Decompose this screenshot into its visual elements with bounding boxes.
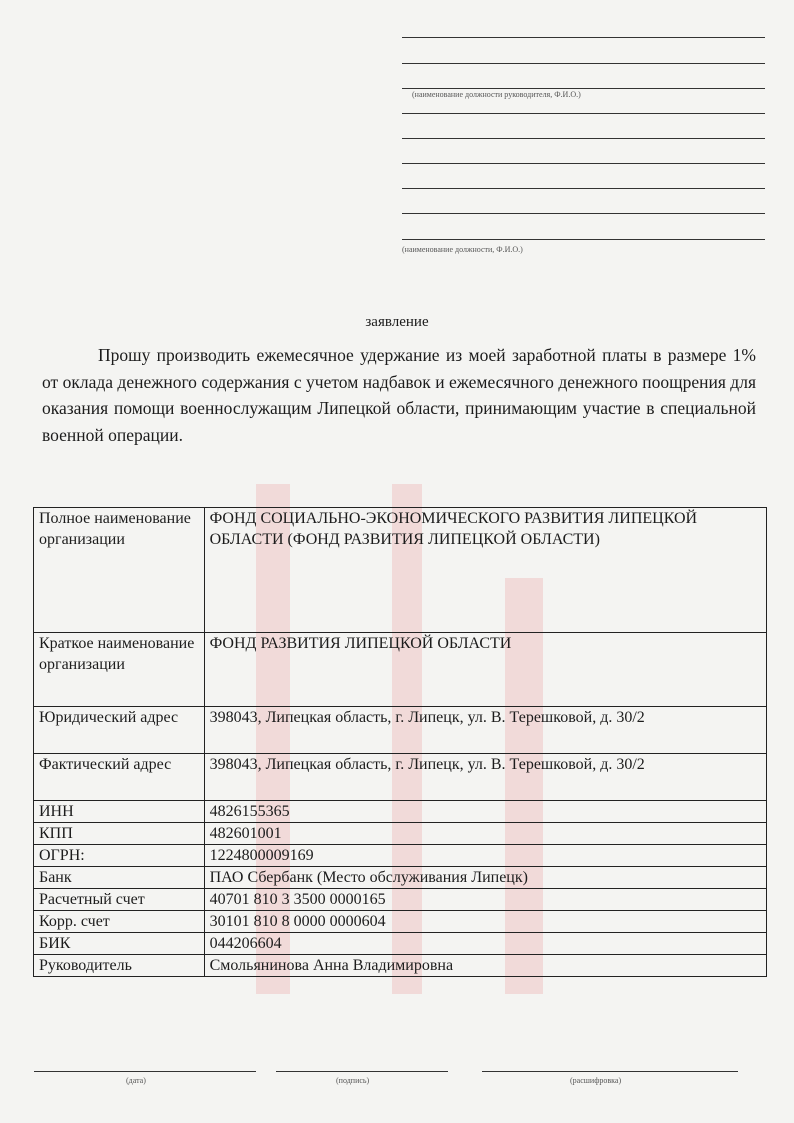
document-title: заявление [365, 314, 429, 330]
row-label: Краткое наименование организации [34, 633, 205, 707]
application-text: Прошу производить ежемесячное удержание из моей заработной платы в размере 1% от оклада денежного содержания с учетом надбавок и ежемесячного денежного поощрения для оказания помощи военнослужащим Липецкой области, принимающим участие в специальной военной операции. [42, 345, 756, 445]
signature-caption: (подпись) [336, 1076, 370, 1085]
header-line [402, 37, 765, 38]
table-row [34, 845, 767, 867]
row-value: 30101 810 8 0000 0000604 [204, 911, 766, 933]
row-value: 044206604 [204, 933, 766, 955]
table-row [34, 754, 767, 801]
header-line [402, 88, 765, 89]
row-value: ПАО Сбербанк (Место обслуживания Липецк) [204, 867, 766, 889]
signature-line [276, 1071, 448, 1072]
row-label: Полное наименование организации [34, 508, 205, 633]
header-line [402, 213, 765, 214]
header-line [402, 163, 765, 164]
table-row [34, 911, 767, 933]
row-label: Банк [34, 867, 205, 889]
row-label: Корр. счет [34, 911, 205, 933]
table-row [34, 633, 767, 707]
row-value: ФОНД РАЗВИТИЯ ЛИПЕЦКОЙ ОБЛАСТИ [204, 633, 766, 707]
header-line [402, 239, 765, 240]
row-value: 398043, Липецкая область, г. Липецк, ул. В. Терешковой, д. 30/2 [204, 754, 766, 801]
row-label: ИНН [34, 801, 205, 823]
row-label: Руководитель [34, 955, 205, 977]
row-value: 1224800009169 [204, 845, 766, 867]
table-row [34, 823, 767, 845]
table-row [34, 801, 767, 823]
decoding-caption: (расшифровка) [570, 1076, 622, 1085]
table-row [34, 707, 767, 754]
table-row [34, 508, 767, 633]
table-row [34, 955, 767, 977]
header-line [402, 138, 765, 139]
decoding-line [482, 1071, 738, 1072]
table-row [34, 889, 767, 911]
row-value: 398043, Липецкая область, г. Липецк, ул. В. Терешковой, д. 30/2 [204, 707, 766, 754]
row-label: КПП [34, 823, 205, 845]
header-line [402, 113, 765, 114]
header-line [402, 63, 765, 64]
row-value: 40701 810 3 3500 0000165 [204, 889, 766, 911]
row-label: БИК [34, 933, 205, 955]
applicant-caption: (наименование должности, Ф.И.О.) [402, 245, 523, 254]
director-caption: (наименование должности руководителя, Ф.И.О.) [412, 90, 581, 99]
row-label: ОГРН: [34, 845, 205, 867]
row-value: 4826155365 [204, 801, 766, 823]
row-label: Фактический адрес [34, 754, 205, 801]
organization-details-table [33, 507, 767, 977]
table-row [34, 933, 767, 955]
row-label: Расчетный счет [34, 889, 205, 911]
table-row [34, 867, 767, 889]
row-value: 482601001 [204, 823, 766, 845]
row-value: ФОНД СОЦИАЛЬНО-ЭКОНОМИЧЕСКОГО РАЗВИТИЯ ЛИПЕЦКОЙ ОБЛАСТИ (ФОНД РАЗВИТИЯ ЛИПЕЦКОЙ ОБЛАСТИ) [204, 508, 766, 633]
date-caption: (дата) [126, 1076, 146, 1085]
row-value: Смольянинова Анна Владимировна [204, 955, 766, 977]
row-label: Юридический адрес [34, 707, 205, 754]
header-line [402, 188, 765, 189]
date-line [34, 1071, 256, 1072]
